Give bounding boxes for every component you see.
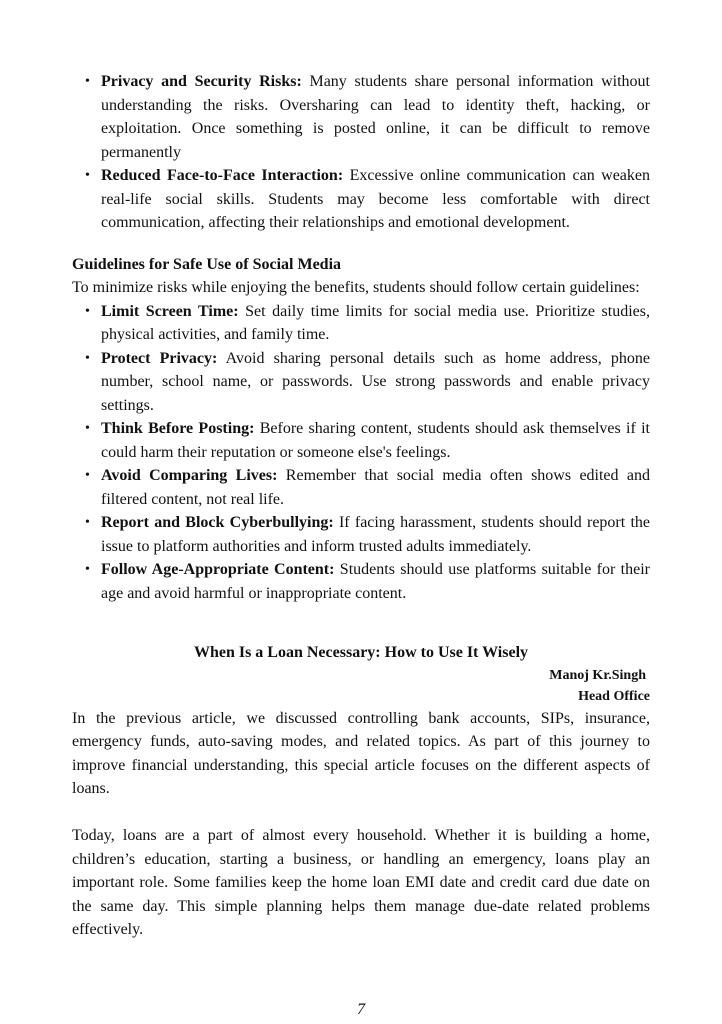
bullet-icon: • bbox=[85, 168, 90, 183]
guideline-text: Before sharing content, students should ask themselves if it could harm their reputation or someone else's feelings. bbox=[101, 420, 650, 461]
guideline-item-avoid-comparing bbox=[72, 464, 650, 511]
guideline-item-think-before-posting bbox=[72, 417, 650, 464]
article-paragraph-1: In the previous article, we discussed controlling bank accounts, SIPs, insurance, emergency funds, auto-saving modes, and related topics. As part of this journey to improve financial understanding, this special article focuses on the different aspects of loans. bbox=[72, 709, 650, 797]
guideline-text: Students should use platforms suitable for their age and avoid harmful or inappropriate content. bbox=[101, 561, 650, 602]
guidelines-heading: Guidelines for Safe Use of Social Media bbox=[72, 255, 342, 273]
risk-term: Reduced Face-to-Face Interaction: bbox=[101, 167, 344, 184]
bullet-icon: • bbox=[85, 562, 90, 577]
guideline-term: Limit Screen Time: bbox=[101, 302, 239, 320]
guideline-term: Follow Age-Appropriate Content: bbox=[101, 561, 335, 578]
bullet-icon: • bbox=[85, 303, 90, 319]
page-number: 7 bbox=[357, 1001, 365, 1018]
guideline-item-age-appropriate bbox=[72, 558, 650, 605]
article-byline bbox=[72, 665, 650, 707]
guideline-term: Think Before Posting: bbox=[101, 420, 255, 437]
guideline-term: Report and Block Cyberbullying: bbox=[101, 514, 334, 531]
risks-list bbox=[72, 70, 650, 235]
guideline-text: Set daily time limits for social media use. Prioritize studies, physical activities, and family time. bbox=[101, 302, 650, 343]
risk-term: Privacy and Security Risks: bbox=[101, 73, 302, 90]
bullet-icon: • bbox=[85, 421, 90, 436]
author-office: Head Office bbox=[578, 688, 650, 704]
guideline-item-cyberbullying bbox=[72, 511, 650, 558]
bullet-icon: • bbox=[85, 350, 90, 366]
bullet-icon: • bbox=[85, 468, 90, 483]
risk-item-privacy-security bbox=[72, 70, 650, 164]
guidelines-list bbox=[72, 300, 650, 606]
guideline-term: Protect Privacy: bbox=[101, 349, 218, 367]
risk-text: Excessive online communication can weaken real-life social skills. Students may become less comfortable with direct communication, affecting their relationships and emotional development. bbox=[101, 167, 651, 231]
guideline-term: Avoid Comparing Lives: bbox=[101, 467, 278, 484]
guideline-item-screen-time bbox=[72, 300, 650, 347]
risk-text: Many students share personal information without understanding the risks. Oversharing can lead to identity theft, hacking, or exploitation. Once something is posted online, it can be difficult to remove permanently bbox=[101, 73, 650, 161]
bullet-icon: • bbox=[85, 74, 90, 89]
author-name: Manoj Kr.Singh bbox=[549, 667, 646, 683]
risk-item-face-to-face bbox=[72, 164, 650, 235]
bullet-icon: • bbox=[85, 515, 90, 530]
article-paragraph-2: Today, loans are a part of almost every household. Whether it is building a home, children’s education, starting a business, or handling an emergency, loans play an important role. Some families keep the home loan EMI date and credit card due date on the same day. This simple planning helps them manage due-date related problems effectively. bbox=[72, 827, 650, 938]
guidelines-intro: To minimize risks while enjoying the benefits, students should follow certain guidelines: bbox=[72, 279, 640, 296]
article-title: When Is a Loan Necessary: How to Use It Wisely bbox=[193, 644, 529, 661]
guideline-text: Avoid sharing personal details such as home address, phone number, school name, or passwords. Use strong passwords and enable privacy settings. bbox=[101, 349, 650, 414]
guideline-text: Remember that social media often shows edited and filtered content, not real life. bbox=[101, 467, 650, 508]
guideline-text: If facing harassment, students should report the issue to platform authorities and inform trusted adults immediately. bbox=[101, 514, 650, 555]
guideline-item-privacy bbox=[72, 347, 650, 418]
document-page bbox=[72, 70, 650, 942]
